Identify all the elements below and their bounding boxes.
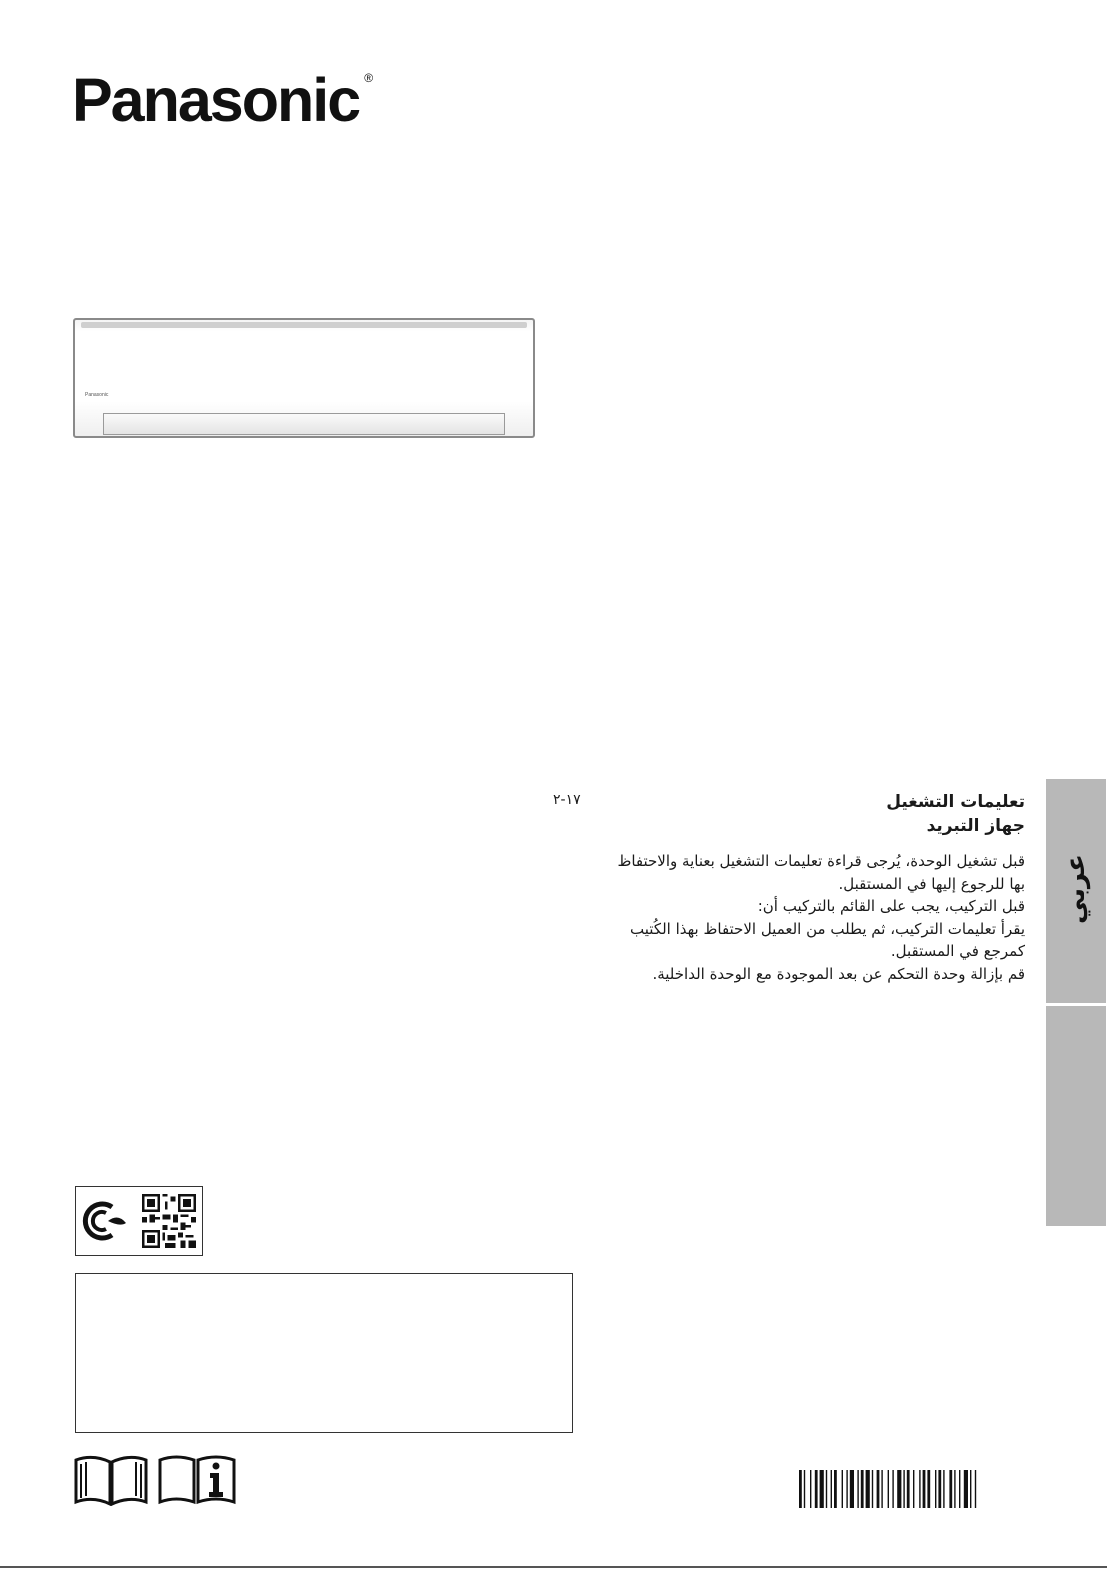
document-subtitle: جهاز التبريد: [926, 816, 1025, 836]
app-qr-box: [75, 1186, 203, 1256]
air-conditioner-image: [73, 318, 535, 438]
document-intro: [555, 790, 1025, 985]
intro-line: بها للرجوع إليها في المستقبل.: [838, 874, 1025, 893]
brand-logo: [72, 66, 374, 134]
document-number: ١٧-٢: [553, 792, 581, 808]
manual-book-icon: [73, 1452, 149, 1506]
information-icon: [158, 1452, 236, 1506]
document-title: تعليمات التشغيل: [886, 792, 1025, 812]
barcode: [799, 1470, 1047, 1508]
intro-line: قم بإزالة وحدة التحكم عن بعد الموجودة مع الوحدة الداخلية.: [652, 964, 1025, 983]
qr-code-icon: [142, 1194, 196, 1248]
brand-name: Panasonic: [72, 66, 360, 134]
intro-line: قبل التركيب، يجب على القائم بالتركيب أن:: [757, 897, 1025, 915]
page-bottom-rule: [0, 1566, 1107, 1568]
model-info-box: [75, 1273, 573, 1433]
unit-brand-label: Panasonic: [85, 392, 109, 398]
intro-line: قبل تشغيل الوحدة، يُرجى قراءة تعليمات التشغيل بعناية والاحتفاظ: [617, 852, 1025, 870]
comfort-cloud-icon: [82, 1199, 130, 1243]
language-tab-empty: [1046, 1006, 1106, 1226]
intro-line: كمرجع في المستقبل.: [890, 942, 1025, 960]
language-tab-arabic: [1046, 779, 1106, 1003]
intro-line: يقرأ تعليمات التركيب، ثم يطلب من العميل الاحتفاظ بهذا الكُتيب: [630, 919, 1025, 938]
registered-mark: ®: [364, 71, 374, 85]
language-tab-label: عربي: [1061, 853, 1091, 925]
